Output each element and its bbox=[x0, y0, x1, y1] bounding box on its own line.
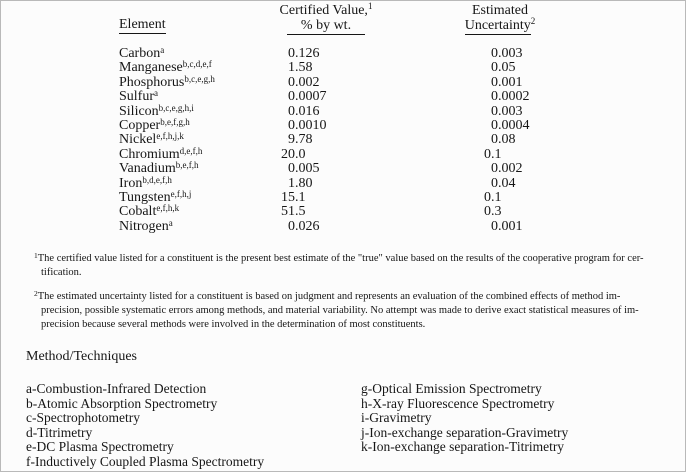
method-item-a: a-Combustion-Infrared Detection bbox=[26, 381, 207, 396]
table-row bbox=[1, 73, 685, 90]
uncertainty-value: 0.3 bbox=[484, 204, 502, 220]
method-superscript: e,f,h,j,k bbox=[156, 131, 184, 142]
uncertainty-value: 0.0004 bbox=[491, 117, 530, 133]
table-row bbox=[1, 205, 685, 219]
element-name: Nitrogen$^a$ bbox=[119, 217, 173, 234]
element-name: Carbon$^a$ bbox=[119, 45, 165, 61]
element-name: Iron$^{b,d,e,f,h}$ bbox=[119, 174, 172, 191]
element-name: Sulfur$^a$ bbox=[119, 88, 158, 105]
method-superscript: a bbox=[160, 45, 165, 55]
method-superscript: b,e,f,g,h bbox=[160, 116, 190, 127]
certified-value: 0.0007 bbox=[288, 89, 327, 105]
method-superscript: b,c,e,g,h,i bbox=[158, 102, 194, 113]
element-name: Cobalt$^{e,f,h,k}$ bbox=[119, 203, 180, 220]
certified-value: 1.58 bbox=[288, 60, 313, 76]
method-superscript: e,f,h,j bbox=[170, 188, 192, 199]
certified-value: 0.126 bbox=[288, 46, 320, 61]
elements-table bbox=[1, 47, 685, 234]
certified-value: 9.78 bbox=[288, 132, 313, 148]
footnote-2-ref: 2 bbox=[34, 289, 38, 298]
uncertainty-value: 0.003 bbox=[491, 46, 523, 61]
table-row bbox=[1, 174, 685, 191]
table-row bbox=[1, 162, 685, 176]
method-item-h: h-X-ray Fluorescence Spectrometry bbox=[361, 395, 555, 411]
table-row bbox=[1, 188, 685, 205]
uncertainty-value: 0.08 bbox=[491, 132, 516, 148]
method-superscript: b,e,f,h bbox=[175, 160, 199, 171]
table-row bbox=[1, 90, 685, 104]
element-header-label: Element bbox=[119, 17, 166, 32]
certified-value: 0.002 bbox=[288, 74, 320, 90]
element-name: Vanadium$^{b,e,f,h}$ bbox=[119, 160, 199, 177]
footnote-2-line1: $^2$The estimated uncertainty listed for a constituent is based on judgment and represents an evaluation of the combined effects of method im- bbox=[34, 289, 621, 302]
footnote-ref-2: 2 bbox=[530, 16, 536, 26]
certified-value: 15.1 bbox=[281, 189, 306, 205]
uncertainty-value: 0.001 bbox=[491, 74, 523, 90]
table-row bbox=[1, 61, 685, 75]
element-name: Nickel$^{e,f,h,j,k}$ bbox=[119, 131, 184, 148]
uncertainty-value: 0.1 bbox=[484, 146, 502, 162]
footnote-2-line2: precision, possible systematic errors among methods, and material variability. No attempt was made to derive exact statistical measures of im- bbox=[41, 304, 639, 316]
element-name: Phosphorus$^{b,c,e,g,h}$ bbox=[119, 73, 215, 90]
footnote-2 bbox=[34, 290, 674, 332]
uncertainty-value: 0.001 bbox=[491, 218, 523, 234]
method-item-f: f-Inductively Coupled Plasma Spectrometry bbox=[26, 453, 265, 469]
table-row bbox=[1, 133, 685, 147]
element-name: Copper$^{b,e,f,g,h}$ bbox=[119, 116, 190, 133]
footnote-1-line1: $^1$The certified value listed for a constituent is the present best estimate of the "true" value based on the results of the cooperative program for cer- bbox=[34, 251, 644, 264]
method-item-k: k-Ion-exchange separation-Titrimetry bbox=[361, 439, 565, 454]
method-item-e: e-DC Plasma Spectrometry bbox=[26, 439, 174, 454]
uncertainty-value: 0.0002 bbox=[491, 89, 530, 105]
method-item-g: g-Optical Emission Spectrometry bbox=[361, 381, 542, 396]
certified-value: 0.026 bbox=[288, 218, 320, 234]
method-superscript: a bbox=[168, 217, 173, 228]
column-header-uncertainty bbox=[447, 3, 553, 33]
table-row bbox=[1, 145, 685, 162]
footnote-2-line3: precision because several methods were involved in the determination of most constituents. bbox=[41, 318, 426, 330]
element-name: Silicon$^{b,c,e,g,h,i}$ bbox=[119, 102, 194, 119]
element-name: Manganese$^{b,c,d,e,f}$ bbox=[119, 59, 212, 76]
certified-value: 1.80 bbox=[288, 175, 313, 191]
method-superscript: a bbox=[154, 88, 158, 99]
footnote-1-ref: 1 bbox=[34, 251, 38, 260]
method-item-d: d-Titrimetry bbox=[26, 424, 93, 440]
element-name: Chromium$^{d,e,f,h}$ bbox=[119, 145, 203, 162]
method-item-i: i-Gravimetry bbox=[361, 410, 432, 425]
uncertainty-value: 0.05 bbox=[491, 60, 516, 76]
footnote-1 bbox=[34, 252, 674, 280]
table-row bbox=[1, 217, 685, 234]
uncertainty-value: 0.1 bbox=[484, 189, 502, 205]
certified-value: 51.5 bbox=[281, 204, 306, 220]
methods-heading: Method/Techniques bbox=[26, 349, 137, 364]
methods-list-left bbox=[26, 382, 264, 469]
table-row bbox=[1, 47, 685, 61]
footnote-ref-1: 1 bbox=[367, 1, 373, 11]
method-superscript: b,d,e,f,h bbox=[142, 174, 172, 185]
footnote-1-line2: tification. bbox=[41, 266, 82, 278]
method-item-j: j-Ion-exchange separation-Gravimetry bbox=[361, 424, 569, 440]
certified-value: 0.0010 bbox=[288, 117, 327, 133]
method-item-c: c-Spectrophotometry bbox=[26, 410, 140, 425]
uncertainty-value: 0.04 bbox=[491, 175, 516, 191]
uncertainty-header-line1: Estimated bbox=[472, 3, 528, 18]
table-row bbox=[1, 116, 685, 133]
certified-value: 0.005 bbox=[288, 161, 320, 177]
table-row bbox=[1, 102, 685, 119]
column-header-certified-value bbox=[253, 3, 399, 35]
method-superscript: d,e,f,h bbox=[179, 145, 203, 156]
method-superscript: b,c,d,e,f bbox=[182, 59, 212, 70]
column-header-element bbox=[119, 17, 166, 33]
method-superscript: b,c,e,g,h bbox=[184, 73, 215, 84]
certified-value-header-line1: Certified Value,$^1$ bbox=[279, 1, 373, 18]
uncertainty-value: 0.003 bbox=[491, 103, 523, 119]
uncertainty-header-line2: Uncertainty$^2$ bbox=[464, 16, 536, 33]
methods-list-right bbox=[361, 382, 568, 455]
certified-value: 20.0 bbox=[281, 146, 306, 162]
certified-value-header-line2: % by wt. bbox=[253, 18, 399, 35]
method-item-b: b-Atomic Absorption Spectrometry bbox=[26, 395, 218, 411]
certified-value: 0.016 bbox=[288, 103, 320, 119]
element-name: Tungsten$^{e,f,h,j}$ bbox=[119, 188, 192, 205]
uncertainty-value: 0.002 bbox=[491, 161, 523, 177]
method-superscript: e,f,h,k bbox=[156, 203, 180, 214]
